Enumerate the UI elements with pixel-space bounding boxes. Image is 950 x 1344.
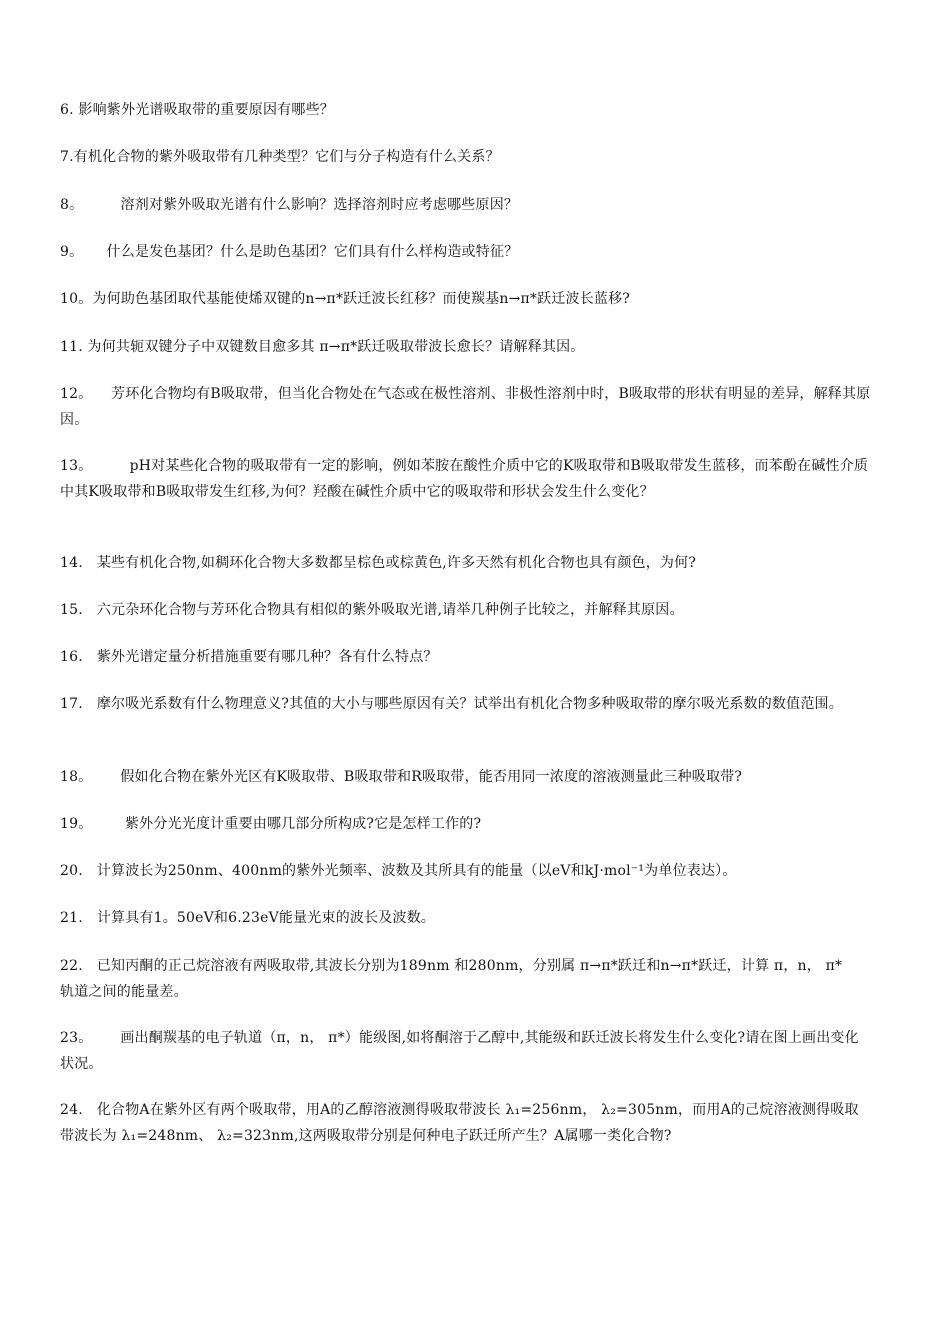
question-10: 10。为何助色基团取代基能使烯双键的n→π*跃迁波长红移？而使羰基n→π*跃迁波长蓝移? bbox=[60, 291, 631, 307]
question-8: 8。 溶剂对紫外吸取光谱有什么影响？选择溶剂时应考虑哪些原因？ bbox=[60, 197, 519, 213]
question-6: 6. 影响紫外光谱吸取带的重要原因有哪些？ bbox=[60, 102, 335, 118]
question-23: 23。 画出酮羰基的电子轨道（π，n， π*）能级图,如将酮溶于乙醇中,其能级和跃迁波长将发生什么变化?请在图上画出变化状况。 bbox=[60, 1030, 859, 1072]
question-21: 21. 计算具有1。50eV和6.23eV能量光束的波长及波数。 bbox=[60, 910, 436, 926]
question-12: 12。 芳环化合物均有B吸取带，但当化合物处在气态或在极性溶剂、非极性溶剂中时，B吸取带的形状有明显的差异，解释其原因。 bbox=[60, 386, 871, 428]
question-24: 24. 化合物A在紫外区有两个吸取带，用A的乙醇溶液测得吸取带波长 λ₁=256nm， λ₂=305nm，而用A的己烷溶液测得吸取带波长为 λ₁=248nm、 λ₂=323nm,这两吸取带分别是何种电子跃迁所产生？A属哪一类化合物? bbox=[60, 1102, 859, 1144]
question-13: 13。 pH对某些化合物的吸取带有一定的影响，例如苯胺在酸性介质中它的K吸取带和B吸取带发生蓝移，而苯酚在碱性介质中其K吸取带和B吸取带发生红移,为何？羟酸在碱性介质中它的吸取带和形状会发生什么变化？ bbox=[60, 458, 869, 500]
question-22: 22. 已知丙酮的正己烷溶液有两吸取带,其波长分别为189nm 和280nm，分别属 π→π*跃迁和n→π*跃迁，计算 π，n， π* 轨道之间的能量差。 bbox=[60, 958, 861, 1000]
question-17: 17. 摩尔吸光系数有什么物理意义?其值的大小与哪些原因有关？试举出有机化合物多种吸取带的摩尔吸光系数的数值范围。 bbox=[60, 696, 843, 712]
question-9: 9。 什么是发色基团？什么是助色基团？它们具有什么样构造或特征？ bbox=[60, 244, 519, 260]
question-7: 7.有机化合物的紫外吸取带有几种类型？它们与分子构造有什么关系？ bbox=[60, 149, 500, 165]
question-18: 18。 假如化合物在紫外光区有K吸取带、B吸取带和R吸取带，能否用同一浓度的溶液测量此三种吸取带? bbox=[60, 769, 743, 785]
question-11: 11. 为何共轭双键分子中双键数目愈多其 π→π*跃迁吸取带波长愈长？请解释其因。 bbox=[60, 339, 585, 355]
question-14: 14. 某些有机化合物,如稠环化合物大多数都呈棕色或棕黄色,许多天然有机化合物也具有颜色，为何? bbox=[60, 555, 697, 571]
question-16: 16. 紫外光谱定量分析措施重要有哪几种？各有什么特点？ bbox=[60, 649, 438, 665]
question-20: 20. 计算波长为250nm、400nm的紫外光频率、波数及其所具有的能量（以eV和kJ·mol⁻¹为单位表达）。 bbox=[60, 863, 737, 879]
question-19: 19。 紫外分光光度计重要由哪几部分所构成?它是怎样工作的? bbox=[60, 816, 482, 832]
question-15: 15. 六元杂环化合物与芳环化合物具有相似的紫外吸取光谱,请举几种例子比较之，并解释其原因。 bbox=[60, 602, 684, 618]
